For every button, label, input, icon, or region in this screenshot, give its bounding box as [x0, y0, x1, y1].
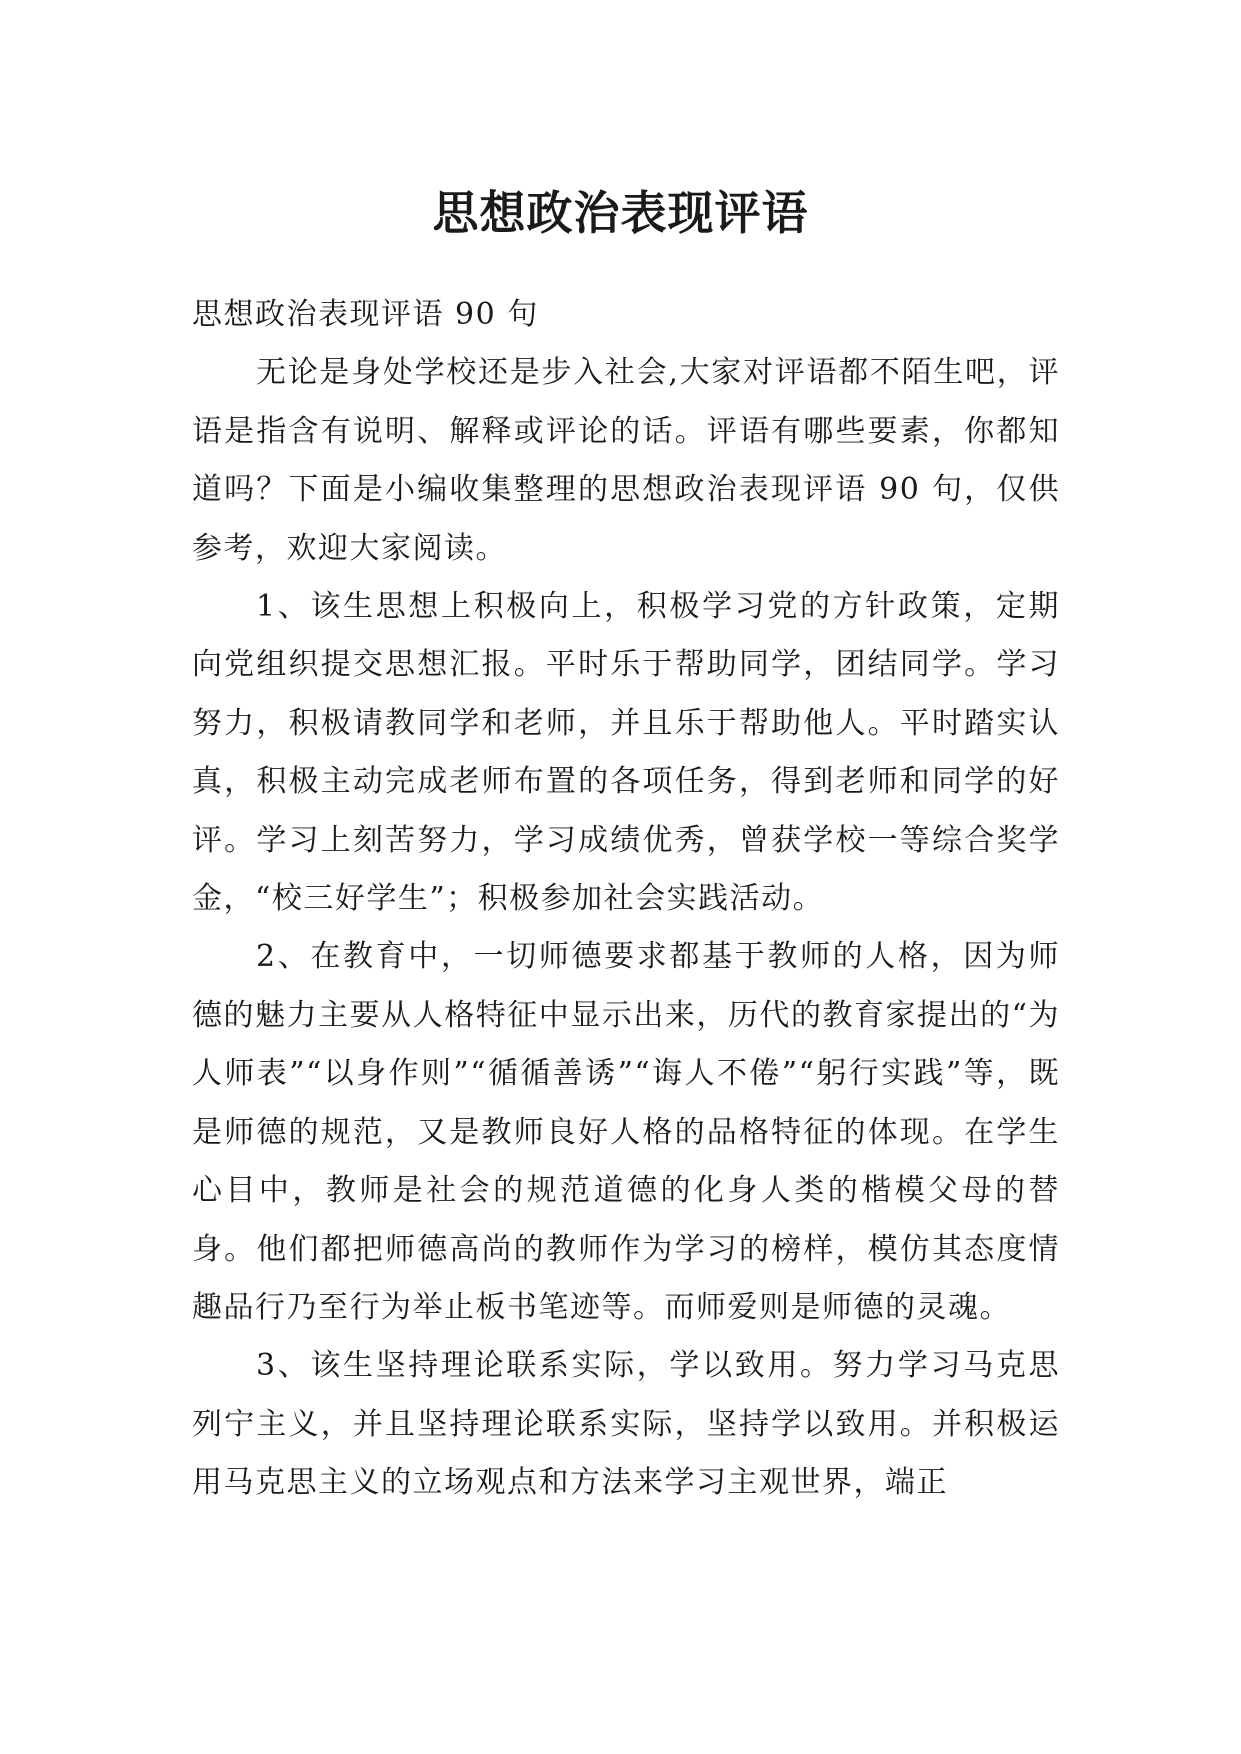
document-subtitle: 思想政治表现评语 90 句: [192, 297, 539, 332]
paragraph-item-2: 2、在教育中，一切师德要求都基于教师的人格，因为师德的魅力主要从人格特征中显示出来，历代的教育家提出的“为人师表”“以身作则”“循循善诱”“诲人不倦”“躬行实践”等，既是师德的规范，又是教师良好人格的品格特征的体现。在学生心目中，教师是社会的规范道德的化身人类的楷模父母的替身。他们都把师德高尚的教师作为学习的榜样，模仿其态度情趣品行乃至行为举止板书笔迹等。而师爱则是师德的灵魂。: [192, 939, 1060, 1325]
document-body: [192, 286, 1060, 1513]
paragraph-item-3: 3、该生坚持理论联系实际，学以致用。努力学习马克思列宁主义，并且坚持理论联系实际，坚持学以致用。并积极运用马克思主义的立场观点和方法来学习主观世界，端正: [192, 1348, 1060, 1501]
document-title: 思想政治表现评语: [432, 185, 809, 240]
paragraph-intro: 无论是身处学校还是步入社会,大家对评语都不陌生吧，评语是指含有说明、解释或评论的话。评语有哪些要素，你都知道吗？下面是小编收集整理的思想政治表现评语 90 句，仅供参考，欢迎大家阅读。: [192, 355, 1060, 566]
paragraph-item-1: 1、该生思想上积极向上，积极学习党的方针政策，定期向党组织提交思想汇报。平时乐于帮助同学，团结同学。学习努力，积极请教同学和老师，并且乐于帮助他人。平时踏实认真，积极主动完成老师布置的各项任务，得到老师和同学的好评。学习上刻苦努力，学习成绩优秀，曾获学校一等综合奖学金，“校三好学生”；积极参加社会实践活动。: [192, 589, 1060, 917]
